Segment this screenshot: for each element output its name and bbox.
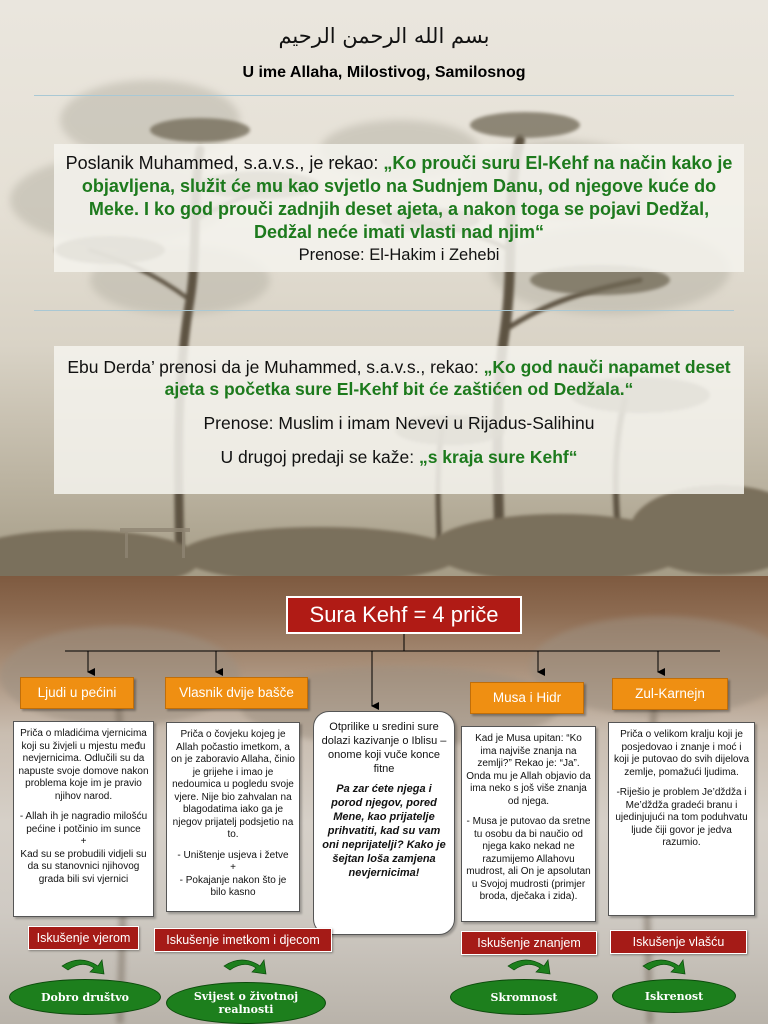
- hadith-1-quote: „Ko prouči suru El-Kehf na način kako je objavljena, služit će mu kao svjetlo na Sudnjem Danu, od njegove kuće do Meke. I ko god prouči zadnjih deset ajeta, a nakon toga se pojavi Dedžal, Dedžal neće imati vlasti nad njim“: [81, 153, 733, 242]
- iblis-text: Otprilike u sredini sure dolazi kazivanje o Iblisu – onome koji vuče konce fitne: [321, 721, 447, 775]
- story-card-cave: [13, 721, 154, 917]
- iblis-center-card: [313, 711, 455, 935]
- story-zul-summary: Priča o velikom kralju koji je posjedovao i znanje i moć i koji je putovao do svih dijelova zemlje, pomažući ljudima.: [613, 729, 750, 778]
- lesson-life-reality: Svijest o životnoj realnosti: [166, 982, 326, 1024]
- trial-wealth: Iskušenje imetkom i djecom: [154, 928, 332, 952]
- arabic-heading: بسم الله الرحمن الرحيم: [278, 24, 490, 48]
- story-gardens-outcome: - Uništenje usjeva i žetve + - Pokajanje nakon što je bilo kasno: [177, 849, 289, 898]
- story-gardens-summary: Priča o čovjeku kojeg je Allah počastio imetkom, a on je zaboravio Allaha, činio je grijehe i imao je nedoumica u pogledu svoje vjere. Nije bio zahvalan na blagodatima iako ga je njegov prijatelj podsjetio na to.: [171, 729, 295, 840]
- story-label-gardens: Vlasnik dvije bašče: [165, 677, 308, 709]
- lesson-sincerity: Iskrenost: [612, 979, 736, 1013]
- hadith-2-intro: Ebu Derda’ prenosi da je Muhammed, s.a.v.s., rekao:: [67, 357, 484, 377]
- story-zul-outcome: -Riješio je problem Je’dždža i Me’dždža gradeći branu i ujedinjujući na tom poduhvatu ljude čiji govor je jedva razumio.: [615, 787, 748, 848]
- hadith-box-1: [54, 144, 744, 272]
- story-card-zul-karnejn: [608, 722, 755, 916]
- hadith-1-intro: Poslanik Muhammed, s.a.v.s., je rekao:: [65, 153, 384, 173]
- trial-knowledge: Iskušenje znanjem: [461, 931, 597, 955]
- lesson-good-company: Dobro društvo: [9, 979, 161, 1015]
- story-card-musa-hidr: [461, 726, 596, 922]
- story-label-musa-hidr: Musa i Hidr: [470, 682, 584, 714]
- iblis-quote: Pa zar ćete njega i porod njegov, pored Mene, kao prijatelje prihvatiti, kad su vam oni neprijatelji? Kako je šejtan loša zamjena nevjernicima!: [322, 783, 446, 879]
- story-musa-summary: Kad je Musa upitan: “Ko ima najviše znanja na zemlji?” Rekao je: “Ja”. Onda mu je Allah objavio da ima neko s još više znanja od njega.: [466, 733, 591, 807]
- story-label-zul-karnejn: Zul-Karnejn: [612, 678, 728, 710]
- trial-power: Iskušenje vlašću: [610, 930, 747, 954]
- story-card-gardens: [166, 722, 300, 912]
- hadith-2-note: [54, 446, 744, 468]
- divider: [34, 310, 734, 311]
- curved-arrow-icon: [508, 960, 550, 974]
- mind-map-title: Sura Kehf = 4 priče: [286, 596, 522, 634]
- trial-faith: Iskušenje vjerom: [28, 926, 139, 950]
- hadith-2-note-quote: „s kraja sure Kehf“: [418, 447, 578, 467]
- translation-heading: U ime Allaha, Milostivog, Samilosnog: [242, 64, 526, 81]
- hadith-2-note-intro: U drugoj predaji se kaže:: [220, 447, 419, 467]
- story-label-cave: Ljudi u pećini: [20, 677, 134, 709]
- story-musa-outcome: - Musa je putovao da sretne tu osobu da bi naučio od njega kako nekad ne razumijemo Allahovu mudrost, ali On je apsolutan u Svojoj mudrosti (primjer broda, dječaka i zida).: [466, 816, 591, 902]
- curved-arrow-icon: [643, 960, 685, 974]
- curved-arrow-icon: [62, 960, 104, 974]
- hadith-2-source: Prenose: Muslim i imam Nevevi u Rijadus-Salihinu: [203, 413, 595, 433]
- story-cave-outcome: - Allah ih je nagradio milošću pećine i potčinio im sunce + Kad su se probudili vidjeli su da su stanovnici njihovog grada bili svi vjernici: [19, 811, 148, 885]
- lesson-humility: Skromnost: [450, 979, 598, 1015]
- hadith-box-2: [54, 346, 744, 494]
- hadith-1-source: Prenose: El-Hakim i Zehebi: [298, 246, 500, 264]
- hadith-1-text: [54, 152, 744, 244]
- story-cave-summary: Priča o mladićima vjernicima koji su živjeli u mjestu među nevjernicima. Odlučili su da napuste svoje domove nakon problema koje im je pravio njihov narod.: [18, 728, 149, 802]
- mind-map-slide: [0, 576, 768, 1024]
- hadith-2-quote: „Ko god nauči napamet deset ajeta s početka sure El-Kehf bit će zaštićen od Dedžala.“: [164, 357, 731, 399]
- curved-arrow-icon: [224, 960, 266, 974]
- hadith-2-text: [54, 356, 744, 400]
- divider: [34, 95, 734, 96]
